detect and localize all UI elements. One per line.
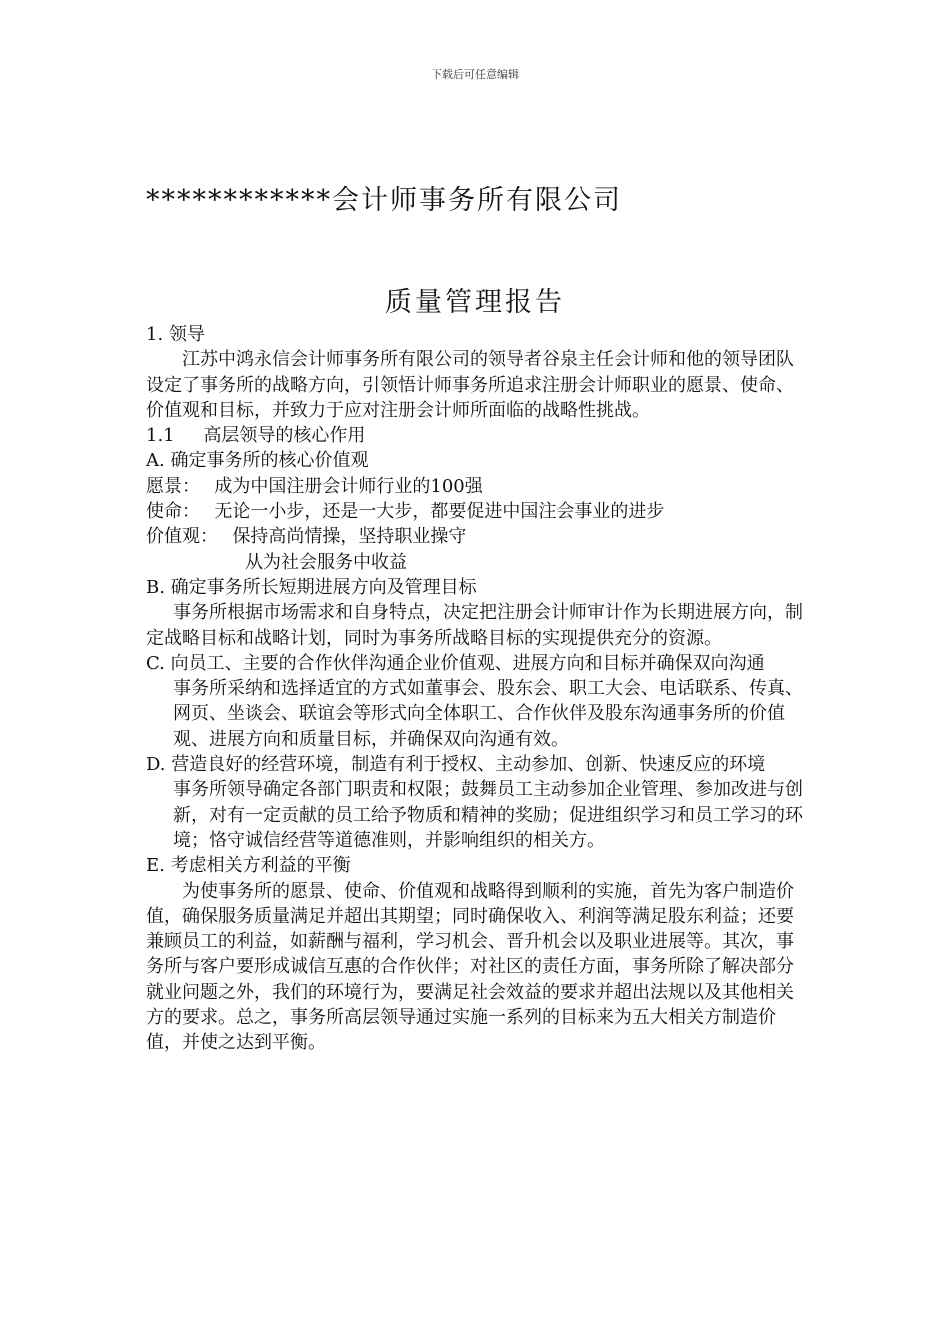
section-1-1-heading <box>146 423 808 448</box>
mission-line <box>146 499 808 524</box>
vision-line <box>146 474 808 499</box>
report-body <box>146 322 808 1056</box>
item-c-paragraph: 事务所采纳和选择适宜的方式如董事会、股东会、职工大会、电话联系、传真、网页、坐谈会、联谊会等形式向全体职工、合作伙伴及股东沟通事务所的价值观、进展方向和质量目标，并确保双向沟通有效。 <box>173 678 803 750</box>
item-d-paragraph: 事务所领导确定各部门职责和权限；鼓舞员工主动参加企业管理、参加改进与创新，对有一定贡献的员工给予物质和精神的奖励；促进组织学习和员工学习的环境；恪守诚信经营等道德准则，并影响组织的相关方。 <box>173 779 803 851</box>
values-text-2: 从为社会服务中收益 <box>245 551 407 573</box>
item-a-heading: A. 确定事务所的核心价值观 <box>146 450 369 472</box>
report-title: 质量管理报告 <box>385 287 565 318</box>
mission-text: 无论一小步，还是一大步，都要促进中国注会事业的进步 <box>214 501 665 523</box>
section-1-heading: 1. 领导 <box>146 324 205 345</box>
section-1-1-number: 1.1 <box>146 425 175 447</box>
header-note: 下载后可任意编辑 <box>431 68 519 81</box>
item-c-heading: C. 向员工、主要的合作伙伴沟通企业价值观、进展方向和目标并确保双向沟通 <box>146 652 765 674</box>
vision-label: 愿景： <box>146 475 200 497</box>
vision-text: 成为中国注册会计师行业的100强 <box>214 475 483 497</box>
item-d-heading: D. 营造良好的经营环境，制造有利于授权、主动参加、创新、快速反应的环境 <box>146 754 766 776</box>
item-e-heading: E. 考虑相关方利益的平衡 <box>146 855 351 877</box>
item-b-paragraph: 事务所根据市场需求和自身特点，决定把注册会计师审计作为长期进展方向，制定战略目标和战略计划，同时为事务所战略目标的实现提供充分的资源。 <box>146 602 803 649</box>
section-1-1-title: 高层领导的核心作用 <box>203 425 366 447</box>
values-label: 价值观： <box>146 526 218 548</box>
mission-label: 使命： <box>146 501 200 523</box>
values-line <box>146 524 808 549</box>
item-b-heading: B. 确定事务所长短期进展方向及管理目标 <box>146 576 477 598</box>
values-text-1: 保持高尚情操，坚持职业操守 <box>232 526 467 548</box>
company-name: ************会计师事务所有限公司 <box>146 185 622 216</box>
section-1-paragraph: 江苏中鸿永信会计师事务所有限公司的领导者谷泉主任会计师和他的领导团队设定了事务所的战略方向，引领悟计师事务所追求注册会计师职业的愿景、使命、价值观和目标，并致力于应对注册会计师所面临的战略性挑战。 <box>146 349 794 421</box>
item-e-paragraph: 为使事务所的愿景、使命、价值观和战略得到顺利的实施，首先为客户制造价值，确保服务质量满足并超出其期望；同时确保收入、利润等满足股东利益；还要兼顾员工的利益，如薪酬与福利，学习机会、晋升机会以及职业进展等。其次，事务所与客户要形成诚信互惠的合作伙伴；对社区的责任方面，事务所除了解决部分就业问题之外，我们的环境行为，要满足社会效益的要求并超出法规以及其他相关方的要求。总之，事务所高层领导通过实施一系列的目标来为五大相关方制造价值，并使之达到平衡。 <box>146 880 794 1054</box>
